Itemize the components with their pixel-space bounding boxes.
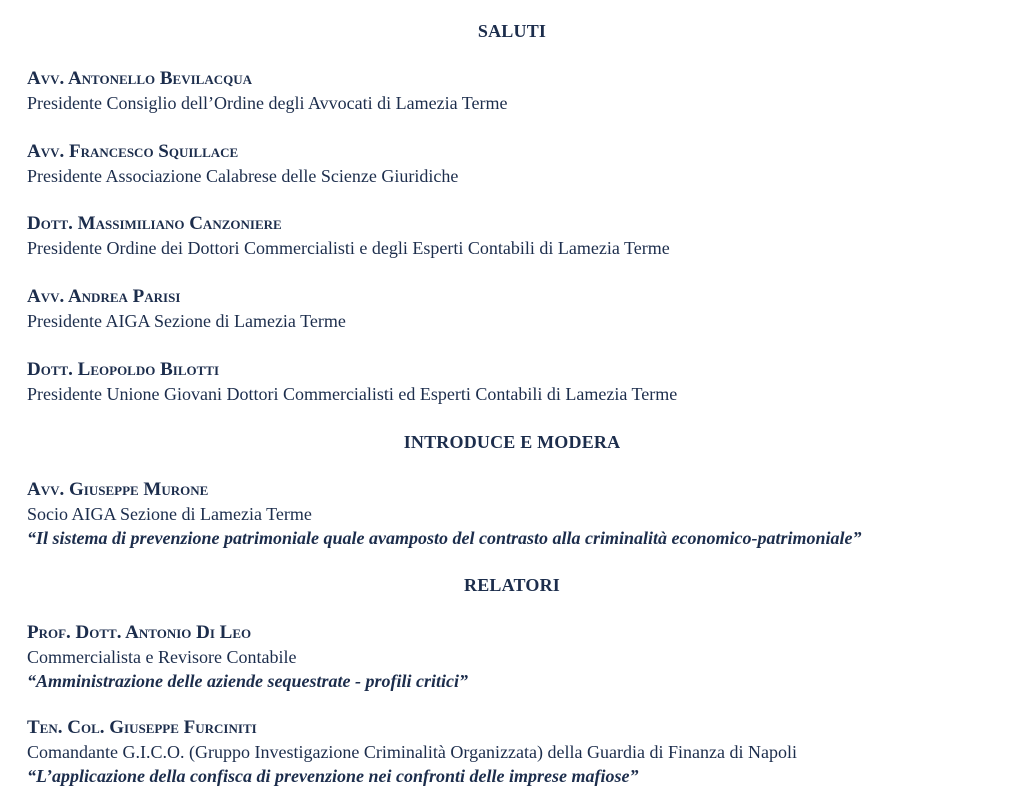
talk-title: “Amministrazione delle aziende sequestrate - profili critici” <box>27 671 468 691</box>
moderatore-entry <box>27 478 1007 550</box>
person-role: Comandante G.I.C.O. (Gruppo Investigazione Criminalità Organizzata) della Guardia di Finanza di Napoli <box>27 742 797 762</box>
person-role: Presidente Unione Giovani Dottori Commercialisti ed Esperti Contabili di Lamezia Terme <box>27 384 678 404</box>
person-name: Prof. Dott. Antonio Di Leo <box>27 622 252 643</box>
saluti-entry <box>27 67 1007 115</box>
section-title-relatori: RELATORI <box>464 575 560 595</box>
saluti-entry <box>27 140 1007 188</box>
relatore-entry <box>27 716 1007 788</box>
person-name: Avv. Andrea Parisi <box>27 286 181 307</box>
saluti-entry <box>27 285 1007 333</box>
person-name: Dott. Leopoldo Bilotti <box>27 359 220 380</box>
person-role: Presidente Consiglio dell’Ordine degli Avvocati di Lamezia Terme <box>27 93 508 113</box>
section-title-saluti: SALUTI <box>477 21 547 41</box>
person-name: Dott. Massimiliano Canzoniere <box>27 213 282 234</box>
person-role: Presidente Ordine dei Dottori Commercialisti e degli Esperti Contabili di Lamezia Terme <box>27 238 670 258</box>
saluti-entry <box>27 212 1007 260</box>
talk-title: “L’applicazione della confisca di prevenzione nei confronti delle imprese mafiose” <box>27 766 639 786</box>
person-role: Socio AIGA Sezione di Lamezia Terme <box>27 504 312 524</box>
section-title-moderatore: INTRODUCE E MODERA <box>403 432 621 452</box>
person-role: Presidente AIGA Sezione di Lamezia Terme <box>27 311 346 331</box>
person-name: Avv. Francesco Squillace <box>27 141 239 162</box>
person-role: Presidente Associazione Calabrese delle Scienze Giuridiche <box>27 166 459 186</box>
relatore-entry <box>27 621 1007 693</box>
talk-title: “Il sistema di prevenzione patrimoniale quale avamposto del contrasto alla criminalità economico-patrimoniale” <box>27 528 862 548</box>
person-role: Commercialista e Revisore Contabile <box>27 647 297 667</box>
person-name: Avv. Giuseppe Murone <box>27 479 209 500</box>
saluti-entry <box>27 358 1007 406</box>
person-name: Avv. Antonello Bevilacqua <box>27 68 252 89</box>
person-name: Ten. Col. Giuseppe Furciniti <box>27 717 257 738</box>
